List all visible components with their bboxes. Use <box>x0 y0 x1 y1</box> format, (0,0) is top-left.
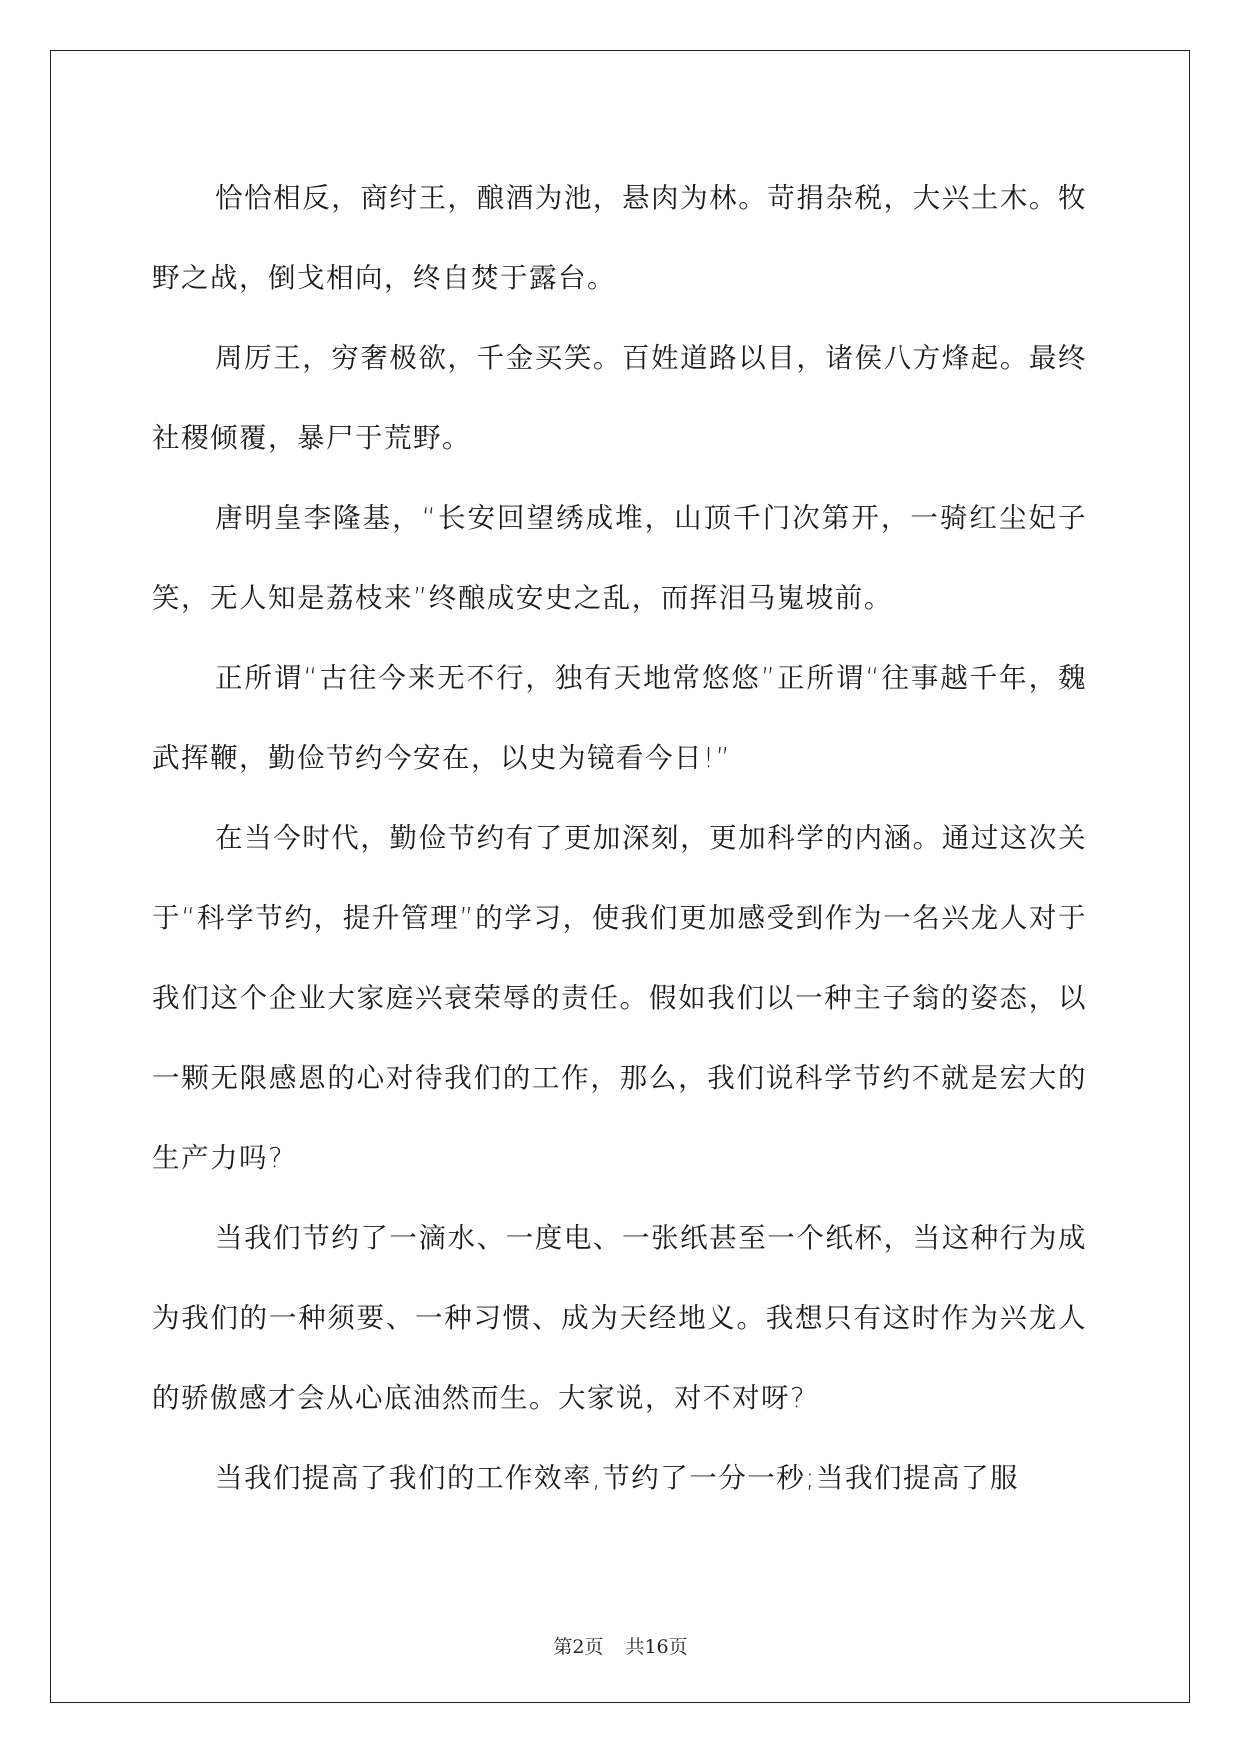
document-body <box>152 158 1087 1518</box>
paragraph: 当我们节约了一滴水、一度电、一张纸甚至一个纸杯，当这种行为成为我们的一种须要、一种习惯、成为天经地义。我想只有这时作为兴龙人的骄傲感才会从心底油然而生。大家说，对不对呀? <box>152 1222 1087 1414</box>
paragraph: 在当今时代，勤俭节约有了更加深刻，更加科学的内涵。通过这次关于“科学节约，提升管理”的学习，使我们更加感受到作为一名兴龙人对于我们这个企业大家庭兴衰荣辱的责任。假如我们以一种主子翁的姿态，以一颗无限感恩的心对待我们的工作，那么，我们说科学节约不就是宏大的生产力吗? <box>152 822 1087 1174</box>
page-number: 第2页 <box>553 1636 604 1658</box>
paragraph: 唐明皇李隆基，“长安回望绣成堆，山顶千门次第开，一骑红尘妃子笑，无人知是荔枝来”终酿成安史之乱，而挥泪马嵬坡前。 <box>152 502 1087 614</box>
paragraph: 当我们提高了我们的工作效率,节约了一分一秒;当我们提高了服 <box>215 1462 1020 1494</box>
page-footer <box>0 1632 1241 1659</box>
paragraph: 恰恰相反，商纣王，酿酒为池，悬肉为林。苛捐杂税，大兴土木。牧野之战，倒戈相向，终自焚于露台。 <box>152 182 1087 294</box>
total-pages: 共16页 <box>625 1636 688 1658</box>
paragraph: 周厉王，穷奢极欲，千金买笑。百姓道路以目，诸侯八方烽起。最终社稷倾覆，暴尸于荒野。 <box>152 342 1087 454</box>
paragraph: 正所谓“古往今来无不行，独有天地常悠悠”正所谓“往事越千年，魏武挥鞭，勤俭节约今安在，以史为镜看今日!” <box>152 662 1087 774</box>
